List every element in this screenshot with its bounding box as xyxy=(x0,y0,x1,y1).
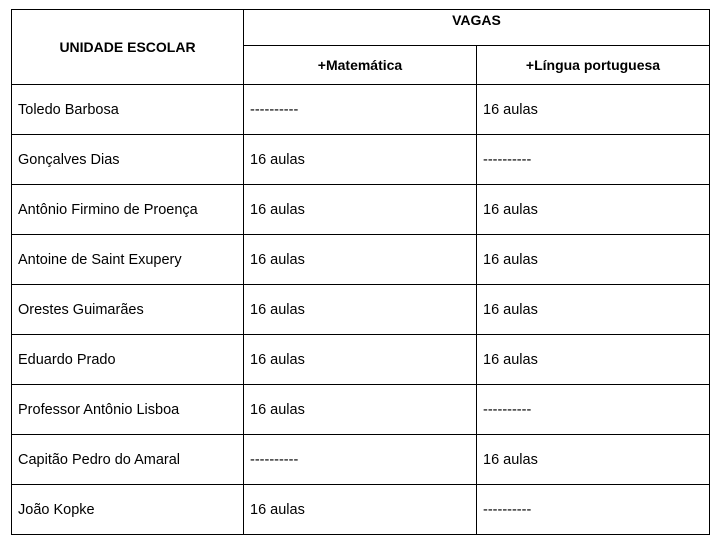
header-math: +Matemática xyxy=(244,46,477,85)
math-vacancy: 16 aulas xyxy=(244,335,477,385)
port-vacancy: ---------- xyxy=(477,485,710,535)
math-vacancy: 16 aulas xyxy=(244,285,477,335)
table-row xyxy=(12,485,710,535)
math-vacancy: 16 aulas xyxy=(244,185,477,235)
port-vacancy: ---------- xyxy=(477,385,710,435)
math-vacancy: ---------- xyxy=(244,435,477,485)
school-name: Antônio Firmino de Proença xyxy=(12,185,244,235)
school-name: Toledo Barbosa xyxy=(12,85,244,135)
header-vagas: VAGAS xyxy=(244,10,710,46)
school-name: Orestes Guimarães xyxy=(12,285,244,335)
port-vacancy: ---------- xyxy=(477,135,710,185)
math-vacancy: 16 aulas xyxy=(244,485,477,535)
port-vacancy: 16 aulas xyxy=(477,435,710,485)
vacancies-table xyxy=(11,9,710,535)
table-row xyxy=(12,335,710,385)
math-vacancy: 16 aulas xyxy=(244,135,477,185)
port-vacancy: 16 aulas xyxy=(477,85,710,135)
school-name: Eduardo Prado xyxy=(12,335,244,385)
school-name: Professor Antônio Lisboa xyxy=(12,385,244,435)
math-vacancy: 16 aulas xyxy=(244,385,477,435)
math-vacancy: ---------- xyxy=(244,85,477,135)
table-row xyxy=(12,285,710,335)
school-name: Capitão Pedro do Amaral xyxy=(12,435,244,485)
school-name: João Kopke xyxy=(12,485,244,535)
port-vacancy: 16 aulas xyxy=(477,185,710,235)
port-vacancy: 16 aulas xyxy=(477,285,710,335)
table-row xyxy=(12,135,710,185)
table-row xyxy=(12,85,710,135)
header-unit: UNIDADE ESCOLAR xyxy=(12,10,244,85)
table-row xyxy=(12,385,710,435)
table-row xyxy=(12,235,710,285)
header-port: +Língua portuguesa xyxy=(477,46,710,85)
port-vacancy: 16 aulas xyxy=(477,235,710,285)
school-name: Gonçalves Dias xyxy=(12,135,244,185)
table-row xyxy=(12,435,710,485)
school-name: Antoine de Saint Exupery xyxy=(12,235,244,285)
port-vacancy: 16 aulas xyxy=(477,335,710,385)
table-row xyxy=(12,185,710,235)
header-row-top xyxy=(12,10,710,46)
math-vacancy: 16 aulas xyxy=(244,235,477,285)
